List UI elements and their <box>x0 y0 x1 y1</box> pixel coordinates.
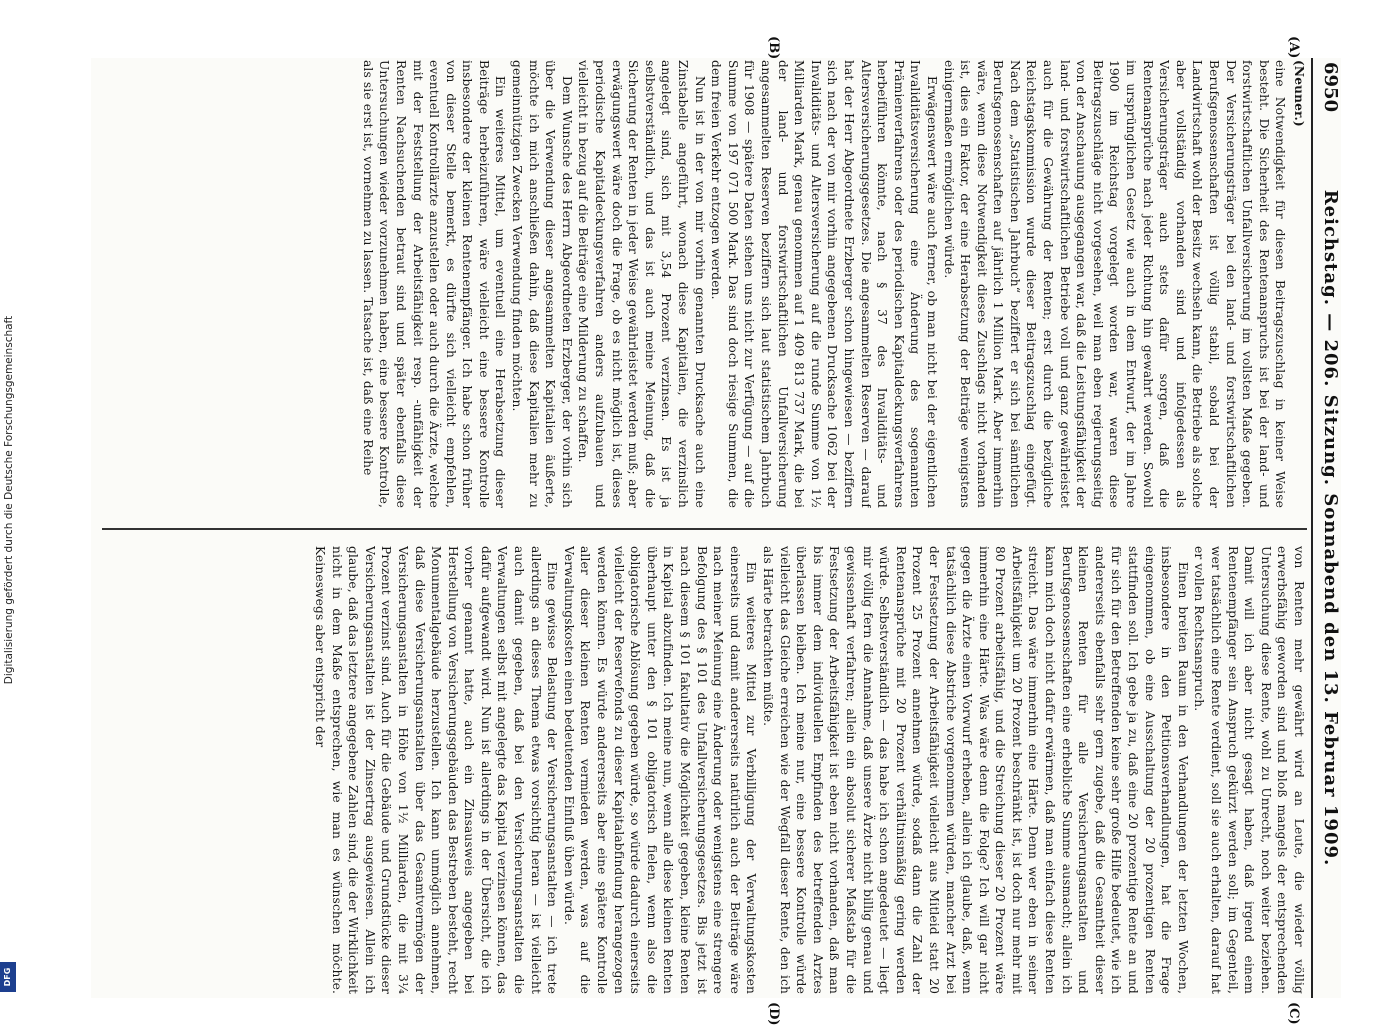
paragraph: Einen breiten Raum in den Verhandlungen der letzten Wochen, insbesondere in den Petitionsverhandlungen, hat die Frage eingenommen, ob eine Ausschaltung der 20 prozentigen Renten stattfinden soll. Ich gebe ja zu, daß eine 20 prozentige Rente an und für sich für den Betreffenden keine sehr große Hilfe bedeutet, wie ich andererseits ebenfalls sehr gern zugebe, daß die Gesamtheit dieser kleinen Renten für alle Versicherungsanstalten und Berufsgenossenschaften eine erhebliche Summe ausmacht; allein ich kann mich doch nicht dafür erwärmen, daß man einfach diese Renten streicht. Das wäre immerhin eine Härte. Denn wer eben in seiner Arbeitsfähigkeit um 20 Prozent beschränkt ist, ist doch nur mehr mit 80 Prozent arbeitsfähig, und die Streichung dieser 20 Prozent wäre immerhin eine Härte. Was wäre denn die Folge? Ich will gar nicht gegen die Ärzte einen Vorwurf erheben, allein ich glaube, daß, wenn tatsächlich diese Abstriche vorgenommen würden, mancher Arzt bei der Festsetzung der Arbeitsfähigkeit vielleicht aus Mitleid statt 20 Prozent 25 Prozent annehmen würde, sodaß dann die Zahl der Rentenansprüche mit 20 Prozent verhältnismäßig gering werden würde. Selbstverständlich — das habe ich schon angedeutet — liegt mir völlig fern die Annahme, daß unsere Ärzte nicht billig genau und gewissenhaft verfahren; allein ein absolut sicherer Maßstab für die Festsetzung der Arbeitsfähigkeit ist eben nicht vorhanden, daß man bis immer dem individuellen Empfinden des betreffenden Arztes überlassen bleiben. Ich meine nur, eine bessere Kontrolle würde vielleicht das Gleiche erreichen wie der Wegfall dieser Rente, den ich als Härte betrachten müßte. <box>761 546 1190 994</box>
margin-marker-c: (C) <box>1286 1002 1301 1025</box>
paragraph: Dem Wunsche des Herrn Abgeordneten Erzberger, der vorhin sich über die Verwendung dieser angesammelten Kapitalien äußerte, möchte ich mich anschließen dahin, daß diese Kapitalien mehr zu gemeinnützigen Zwecken Verwendung finden möchten. <box>510 60 574 508</box>
paragraph: eine Notwendigkeit für diesen Beitragszuschlag in keiner Weise besteht. Die Sicherheit des Rentenanspruchs ist bei der land- und forstwirtschaftlichen Unfallversicherung im vollsten Maße gegeben. Der Versicherungsträger bei den land- und forstwirtschaftlichen Berufsgenossenschaften ist völlig stabil, sobald bei der Landwirtschaft wohl der Besitz wechseln kann, die Betriebe als solche aber vollständig vorhanden sind und infolgedessen als Versicherungsträger auch stets dafür sorgen, daß die Rentenansprüche nach jeder Richtung hin gewahrt werden. Sowohl im ursprünglichen Gesetz wie auch in dem Entwurf, der im Jahre 1900 im Reichstag vorgelegt worden war, waren diese Beitragszuschläge nicht vorgesehen, weil man eben regierungsseitig von der Anschauung ausgegangen war, daß die Leistungsfähigkeit der land- und forstwirtschaftlichen Betriebe voll und ganz gewährleistet auch für die Gewährung der Renten; erst durch die bezügliche Reichstagskommission wurde dieser Beitragszuschlag eingefügt. Nach dem „Statistischen Jahrbuch“ beziffert er sich bei sämtlichen Berufsgenossenschaften auf jährlich 1 Million Mark. Aber immerhin wäre, wenn diese Notwendigkeit dieses Zuschlags nicht vorhanden ist, dies ein Faktor, der eine Herabsetzung der Beiträge wenigstens einigermaßen ermöglichen würde. <box>941 60 1288 508</box>
paragraph: Eine gewisse Belastung der Versicherungsanstalten — ich trete allerdings an dieses Thema etwas vorsichtig heran — ist vielleicht auch damit gegeben, daß bei den Versicherungsanstalten die Verwaltungen selbst mit angelegte das Kapital verzinsen können, das dafür aufgewandt wird. Nun ist allerdings in der Übersicht, die ich vorher genannt hatte, auch ein Zinsausweis angegeben bei Herstellung von Versicherungsgebäuden das Bestreben besteht, recht Monumentalgebäude herzustellen. Ich kann unmöglich annehmen, daß diese Versicherungsanstalten über das Gesamtvermögen der Versicherungsanstalten in Höhe von 1½ Milliarden, die mit 3¼ Prozent verzinst sind. Auch für die Gebäude und Grundstücke dieser Versicherungsanstalten ist der Zinsertrag ausgewiesen. Allein ich glaube, daß das letztere angegebene Zahlen sind, die der Wirklichkeit nicht in dem Maße entsprechen, wie man es wünschen möchte. Keineswegs aber entspricht der <box>312 546 560 994</box>
paragraph: von Renten mehr gewährt wird an Leute, die wieder völlig erwerbsfähig geworden sind und bloß mangels der entsprechenden Untersuchung diese Rente, wohl zu Unrecht, noch weiter beziehen. Damit will ich aber nicht gesagt haben, daß irgend einem Rentenempfänger sein Anspruch gekürzt werden soll; im Gegenteil, wer tatsächlich eine Rente verdient, soll sie auch erhalten, darauf hat er vollen Rechtsanspruch. <box>1192 546 1306 994</box>
margin-marker-b: (B) <box>766 36 781 60</box>
dfg-logo <box>0 962 16 992</box>
margin-marker-d: (D) <box>766 1002 781 1026</box>
header-rule <box>1311 58 1313 998</box>
paragraph: Ein weiteres Mittel zur Verbilligung der Verwaltungskosten einerseits und damit andererseits natürlich auch der Beiträge wäre nach meiner Meinung eine Änderung oder wenigstens eine strengere Befolgung des § 101 des Unfallversicherungsgesetzes. Bis jetzt ist nach diesem § 101 fakultativ die Möglichkeit gegeben, kleine Renten in Kapital abzufinden. Ich meine nun, wenn alle diese kleinen Renten überhaupt unter den § 101 obligatorisch fielen, wenn also die obligatorische Ablösung gegeben würde, so würde dadurch einerseits vielleicht der Reservefonds zu dieser Kapitalabfindung herangezogen werden können. Es würde andererseits aber eine spätere Kontrolle aller dieser kleinen Renten vermieden werden, was auf die Verwaltungskosten einen bedeutenden Einfluß üben würde. <box>561 546 759 994</box>
paragraph: Nun ist in der von mir vorhin genannten Drucksache auch eine Zinstabelle angeführt, wonach diese Kapitalien, die verzinslich angelegt sind, sich mit 3,54 Prozent verzinsen. Es ist ja selbstverständlich, und das ist auch meine Meinung, daß die Sicherung der Renten in jeder Weise gewährleistet werden muß; aber erwägungswert wäre doch die Frage, ob es nicht möglich ist, dieses periodische Kapitaldeckungsverfahren anders aufzubauen und vielleicht in bezug auf die Beiträge eine Milderung zu schaffen. <box>576 60 707 508</box>
newspaper-page <box>91 36 1341 1026</box>
left-text-column <box>102 60 1307 508</box>
paragraph: Erwägenswert wäre auch ferner, ob man nicht bei der eigentlichen Invaliditätsversicherung eine Änderung des sogenannten Prämienverfahrens oder des periodischen Kapitaldeckungsverfahrens herbeiführen könnte, nach § 37 des Invaliditäts- und Altersversicherungsgesetzes. Die angesammelten Reserven — darauf hat der Herr Abgeordnete Erzberger schon hingewiesen — beziffern sich nach der von mir vorhin angegebenen Drucksache 1062 bei der Invaliditäts- und Altersversicherung auf die runde Summe von 1½ Milliarden Mark, genau genommen auf 1 409 813 737 Mark, die bei der land- und forstwirtschaftlichen Unfallversicherung angesammelten Reserven beziffern sich laut statistischem Jahrbuch für 1908 — spätere Daten stehen uns nicht zur Verfügung — auf die Summe von 197 071 500 Mark. Das sind doch riesige Summen, die dem freien Verkehr entzogen werden. <box>709 60 939 508</box>
paragraph: Ein weiteres Mittel, um eventuell eine Herabsetzung dieser Beiträge herbeizuführen, wäre vielleicht eine bessere Kontrolle insbesondere der kleinen Rentenempfänger. Ich habe schon früher von dieser Stelle bemerkt, es dürfte sich vielleicht empfehlen, eventuell Kontrollärzte anzustellen oder auch durch die Ärzte, welche mit der Feststellung der Arbeitsfähigkeit resp. -unfähigkeit der Renten Nachsuchenden betraut sind und später ebenfalls diese Untersuchungen wieder vorzunehmen haben, eine bessere Kontrolle, als sie erst ist, vornehmen zu lassen. Tatsache ist, daß eine Reihe <box>360 60 508 508</box>
page-header <box>1315 58 1341 998</box>
right-text-column <box>102 546 1307 994</box>
speaker-name: (Neuner.) <box>1292 60 1306 127</box>
digitization-credit-bar <box>0 0 18 1000</box>
dfg-logo-text: DFG <box>3 967 12 987</box>
digitization-credit-text: Digitalisierung gefördert durch die Deutsche Forschungsgemeinschaft <box>3 315 15 685</box>
page-title: Reichstag. — 206. Sitzung. Sonnabend den 13. Februar 1909. <box>1320 189 1341 867</box>
margin-marker-a: (A) <box>1286 36 1301 59</box>
page-number: 6950 <box>1320 62 1341 113</box>
column-divider <box>102 528 1307 530</box>
